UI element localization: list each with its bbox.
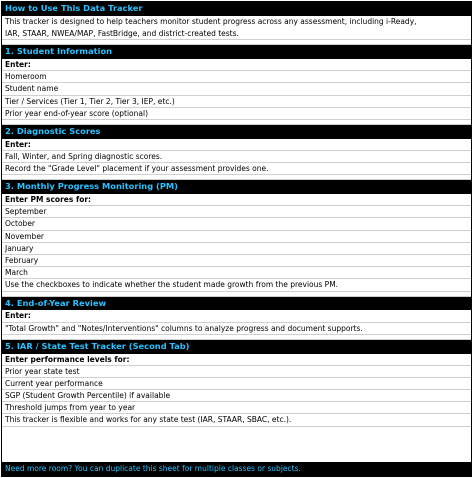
list-item[interactable]: Current year performance [2,378,471,390]
intro-header: How to Use This Data Tracker [2,2,471,16]
list-item[interactable]: Prior year end-of-year score (optional) [2,108,471,120]
footer-note[interactable]: Need more room? You can duplicate this sheet for multiple classes or subjects. [2,462,471,476]
section-subhead[interactable]: Enter: [2,310,471,322]
section-subhead[interactable]: Enter performance levels for: [2,354,471,366]
list-item[interactable]: Record the "Grade Level" placement if your assessment provides one. [2,163,471,175]
list-item[interactable]: Threshold jumps from year to year [2,402,471,414]
section-header-student-info: 1. Student Information [2,45,471,59]
intro-line-1: This tracker is designed to help teachers monitor student progress across any assessment, including i-Ready, [5,16,417,26]
list-item[interactable]: January [2,243,471,255]
list-item[interactable]: Student name [2,83,471,95]
list-item[interactable]: Homeroom [2,71,471,83]
section-header-diagnostic: 2. Diagnostic Scores [2,125,471,139]
instructions-sheet [1,1,472,477]
section-header-eoy: 4. End-of-Year Review [2,297,471,311]
section-subhead[interactable]: Enter PM scores for: [2,194,471,206]
list-item[interactable]: Tier / Services (Tier 1, Tier 2, Tier 3, IEP, etc.) [2,96,471,108]
section-header-state-test: 5. IAR / State Test Tracker (Second Tab) [2,340,471,354]
list-item[interactable]: October [2,218,471,230]
intro-text[interactable] [2,16,471,40]
section-subhead[interactable]: Enter: [2,139,471,151]
section-header-monthly-pm: 3. Monthly Progress Monitoring (PM) [2,180,471,194]
list-item[interactable]: SGP (Student Growth Percentile) if available [2,390,471,402]
section-subhead[interactable]: Enter: [2,59,471,71]
list-item[interactable]: March [2,267,471,279]
list-item[interactable]: This tracker is flexible and works for any state test (IAR, STAAR, SBAC, etc.). [2,414,471,426]
list-item[interactable]: November [2,231,471,243]
list-item[interactable]: September [2,206,471,218]
intro-line-2: IAR, STAAR, NWEA/MAP, FastBridge, and district-created tests. [5,29,239,38]
list-item[interactable]: Fall, Winter, and Spring diagnostic scores. [2,151,471,163]
list-item[interactable]: Prior year state test [2,366,471,378]
list-item[interactable]: Use the checkboxes to indicate whether the student made growth from the previous PM. [2,279,471,291]
list-item[interactable]: "Total Growth" and "Notes/Interventions" columns to analyze progress and document supports. [2,323,471,335]
list-item[interactable]: February [2,255,471,267]
